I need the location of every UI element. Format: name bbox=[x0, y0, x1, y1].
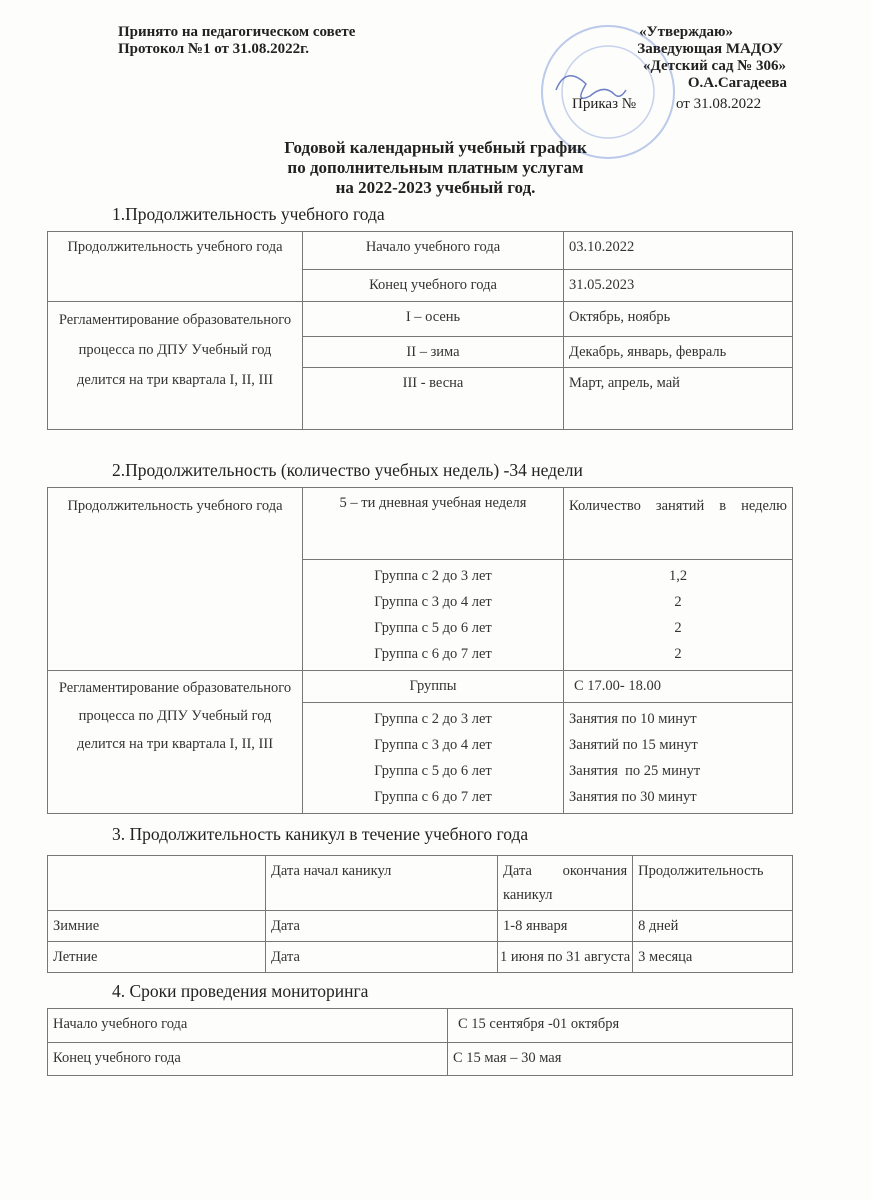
kindergarten-name: «Детский сад № 306» bbox=[642, 58, 786, 74]
group: Группа с 5 до 6 лет bbox=[374, 763, 492, 779]
cell: Продолжительность учебного года bbox=[48, 488, 303, 671]
cell: Начало учебного года bbox=[48, 1009, 448, 1043]
cell: Дата окончания каникул bbox=[498, 856, 633, 911]
monitoring-table bbox=[47, 1008, 793, 1076]
count: 2 bbox=[674, 620, 682, 636]
cell: Группы bbox=[303, 671, 564, 703]
cell: 3 месяца bbox=[633, 942, 793, 973]
order-label: Приказ № bbox=[572, 96, 637, 112]
cell: Регламентирование образовательного процесса по ДПУ Учебный год делится на три квартала I, II, III bbox=[48, 671, 303, 814]
count: 1,2 bbox=[668, 568, 688, 584]
cell: Продолжительность bbox=[633, 856, 793, 911]
protocol-text: Протокол №1 от 31.08.2022г. bbox=[118, 41, 310, 57]
header-right bbox=[637, 24, 787, 92]
count: 2 bbox=[674, 594, 682, 610]
group: Группа с 6 до 7 лет bbox=[374, 646, 492, 662]
section4-heading: 4. Сроки проведения мониторинга bbox=[112, 981, 369, 1001]
head-name: О.А.Сагадеева bbox=[687, 75, 787, 91]
cell: III - весна bbox=[303, 368, 564, 430]
cell: Конец учебного года bbox=[48, 1043, 448, 1076]
doc-title bbox=[0, 138, 871, 198]
cell: С 17.00- 18.00 bbox=[564, 671, 793, 703]
group: Группа с 6 до 7 лет bbox=[374, 789, 492, 805]
title-line: по дополнительным платным услугам bbox=[287, 158, 584, 177]
cell: 03.10.2022 bbox=[564, 232, 793, 270]
cell bbox=[48, 856, 266, 911]
cell: Декабрь, январь, февраль bbox=[564, 337, 793, 368]
cell: 8 дней bbox=[633, 911, 793, 942]
council-text: Принято на педагогическом совете bbox=[118, 24, 356, 40]
cell: Март, апрель, май bbox=[564, 368, 793, 430]
title-line: Годовой календарный учебный график bbox=[284, 138, 587, 157]
section1-heading: 1.Продолжительность учебного года bbox=[112, 204, 385, 224]
duration: Занятий по 15 минут bbox=[569, 737, 698, 753]
cell: 1-8 января bbox=[498, 911, 633, 942]
holidays-table bbox=[47, 855, 793, 973]
document-body bbox=[47, 204, 793, 1076]
cell: С 15 мая – 30 мая bbox=[448, 1043, 793, 1076]
duration: Занятия по 25 минут bbox=[569, 763, 701, 779]
cell: Конец учебного года bbox=[303, 270, 564, 302]
group: Группа с 2 до 3 лет bbox=[374, 711, 492, 727]
cell: Зимние bbox=[48, 911, 266, 942]
section3-heading: 3. Продолжительность каникул в течение учебного года bbox=[112, 824, 529, 844]
cell: Регламентирование образовательного процесса по ДПУ Учебный год делится на три квартала I, II, III bbox=[48, 302, 303, 430]
cell: Дата bbox=[266, 911, 498, 942]
cell: 1 июня по 31 августа bbox=[498, 942, 633, 973]
order-date: от 31.08.2022 bbox=[676, 96, 762, 112]
cell: С 15 сентября -01 октября bbox=[448, 1009, 793, 1043]
approve-text: «Утверждаю» bbox=[639, 24, 733, 40]
cell: Продолжительность учебного года bbox=[48, 232, 303, 302]
cell: I – осень bbox=[303, 302, 564, 337]
cell: Количество занятий в неделю bbox=[564, 488, 793, 560]
cell: II – зима bbox=[303, 337, 564, 368]
study-year-table bbox=[47, 231, 793, 430]
cell: Октябрь, ноябрь bbox=[564, 302, 793, 337]
duration: Занятия по 30 минут bbox=[569, 789, 697, 805]
group: Группа с 2 до 3 лет bbox=[374, 568, 492, 584]
header-left bbox=[118, 24, 355, 58]
title-line: на 2022-2023 учебный год. bbox=[335, 178, 536, 197]
count: 2 bbox=[674, 646, 682, 662]
duration: Занятия по 10 минут bbox=[569, 711, 697, 727]
group: Группа с 5 до 6 лет bbox=[374, 620, 492, 636]
section2-heading: 2.Продолжительность (количество учебных недель) -34 недели bbox=[112, 460, 583, 480]
cell: Летние bbox=[48, 942, 266, 973]
cell: 5 – ти дневная учебная неделя bbox=[303, 488, 564, 560]
group: Группа с 3 до 4 лет bbox=[374, 594, 492, 610]
cell: Дата начал каникул bbox=[266, 856, 498, 911]
head-position: Заведующая МАДОУ bbox=[637, 41, 783, 57]
cell: 31.05.2023 bbox=[564, 270, 793, 302]
group: Группа с 3 до 4 лет bbox=[374, 737, 492, 753]
cell: Дата bbox=[266, 942, 498, 973]
cell: Начало учебного года bbox=[303, 232, 564, 270]
weeks-table bbox=[47, 487, 793, 814]
